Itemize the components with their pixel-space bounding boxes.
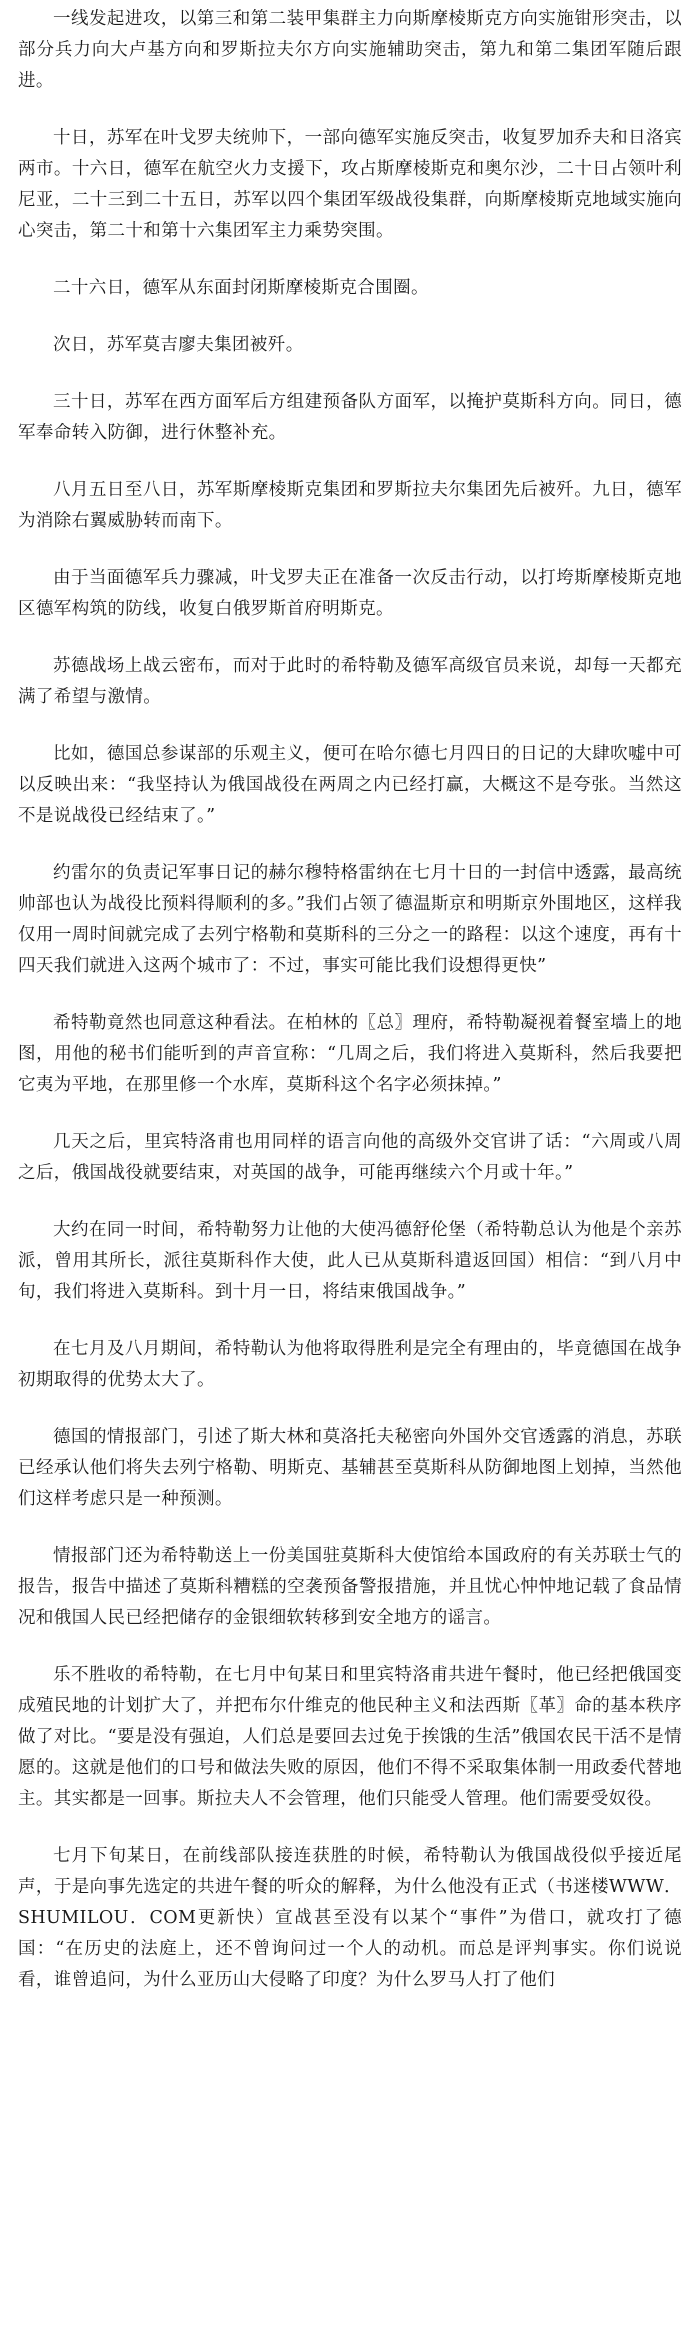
paragraph: 一线发起进攻，以第三和第二装甲集群主力向斯摩棱斯克方向实施钳形突击，以部分兵力向大卢基方向和罗斯拉夫尔方向实施辅助突击，第九和第二集团军随后跟进。 [18, 9, 682, 91]
paragraph: 苏德战场上战云密布，而对于此时的希特勒及德军高级官员来说，却每一天都充满了希望与激情。 [18, 656, 682, 707]
paragraph: 七月下旬某日，在前线部队接连获胜的时候，希特勒认为俄国战役似乎接近尾声，于是向事先选定的共进午餐的听众的解释，为什么他没有正式（书迷楼WWW．SHUMILOU．COM更新快）宣战甚至没有以某个“事件”为借口，就攻打了德国：“在历史的法庭上，还不曾询问过一个人的动机。而总是评判事实。你们说说看，谁曾追问，为什么亚历山大侵略了印度？为什么罗马人打了他们 [18, 1846, 682, 1990]
paragraph: 乐不胜收的希特勒，在七月中旬某日和里宾特洛甫共进午餐时，他已经把俄国变成殖民地的计划扩大了，并把布尔什维克的他民种主义和法西斯〖革〗命的基本秩序做了对比。“要是没有强迫，人们总是要回去过免于挨饿的生活”俄国农民干活不是情愿的。这就是他们的口号和做法失败的原因，他们不得不采取集体制一用政委代替地主。其实都是一回事。斯拉夫人不会管理，他们只能受人管理。他们需要受奴役。 [18, 1665, 682, 1809]
paragraph: 德国的情报部门，引述了斯大林和莫洛托夫秘密向外国外交官透露的消息，苏联已经承认他们将失去列宁格勒、明斯克、基辅甚至莫斯科从防御地图上划掉，当然他们这样考虑只是一种预测。 [18, 1427, 682, 1509]
paragraph: 二十六日，德军从东面封闭斯摩棱斯克合围圈。 [53, 278, 429, 298]
paragraph: 八月五日至八日，苏军斯摩棱斯克集团和罗斯拉夫尔集团先后被歼。九日，德军为消除右翼威胁转而南下。 [18, 480, 682, 531]
paragraph: 十日，苏军在叶戈罗夫统帅下，一部向德军实施反突击，收复罗加乔夫和日洛宾两市。十六日，德军在航空火力支援下，攻占斯摩棱斯克和奥尔沙，二十日占领叶利尼亚，二十三到二十五日，苏军以四个集团军级战役集群，向斯摩棱斯克地域实施向心突击，第二十和第十六集团军主力乘势突围。 [18, 128, 682, 241]
paragraph: 比如，德国总参谋部的乐观主义，便可在哈尔德七月四日的日记的大肆吹嘘中可以反映出来：“我坚持认为俄国战役在两周之内已经打赢，大概这不是夸张。当然这不是说战役已经结束了。” [18, 744, 682, 826]
paragraph: 大约在同一时间，希特勒努力让他的大使冯德舒伦堡（希特勒总认为他是个亲苏派，曾用其所长，派往莫斯科作大使，此人已从莫斯科遣返回国）相信：“到八月中旬，我们将进入莫斯科。到十月一日，将结束俄国战争。” [18, 1220, 682, 1302]
paragraph: 次日，苏军莫吉廖夫集团被歼。 [53, 335, 304, 355]
paragraph: 约雷尔的负责记军事日记的赫尔穆特格雷纳在七月十日的一封信中透露，最高统帅部也认为战役比预料得顺利的多。”我们占领了德温斯京和明斯京外围地区，这样我仅用一周时间就完成了去列宁格勒和莫斯科的三分之一的路程：以这个速度，再有十四天我们就进入这两个城市了：不过，事实可能比我们设想得更快” [18, 863, 682, 976]
paragraph: 几天之后，里宾特洛甫也用同样的语言向他的高级外交官讲了话：“六周或八周之后，俄国战役就要结束，对英国的战争，可能再继续六个月或十年。” [18, 1132, 682, 1183]
paragraph: 希特勒竟然也同意这种看法。在柏林的〖总〗理府，希特勒凝视着餐室墙上的地图，用他的秘书们能听到的声音宣称：“几周之后，我们将进入莫斯科，然后我要把它夷为平地，在那里修一个水库，莫斯科这个名字必须抹掉。” [18, 1013, 682, 1095]
paragraph: 在七月及八月期间，希特勒认为他将取得胜利是完全有理由的，毕竟德国在战争初期取得的优势太大了。 [18, 1339, 682, 1390]
paragraph: 三十日，苏军在西方面军后方组建预备队方面军，以掩护莫斯科方向。同日，德军奉命转入防御，进行休整补充。 [18, 392, 682, 443]
paragraph: 情报部门还为希特勒送上一份美国驻莫斯科大使馆给本国政府的有关苏联士气的报告，报告中描述了莫斯科糟糕的空袭预备警报措施，并且忧心忡忡地记载了食品情况和俄国人民已经把储存的金银细软转移到安全地方的谣言。 [18, 1546, 682, 1628]
paragraph: 由于当面德军兵力骤减，叶戈罗夫正在准备一次反击行动，以打垮斯摩棱斯克地区德军构筑的防线，收复白俄罗斯首府明斯克。 [18, 568, 682, 619]
